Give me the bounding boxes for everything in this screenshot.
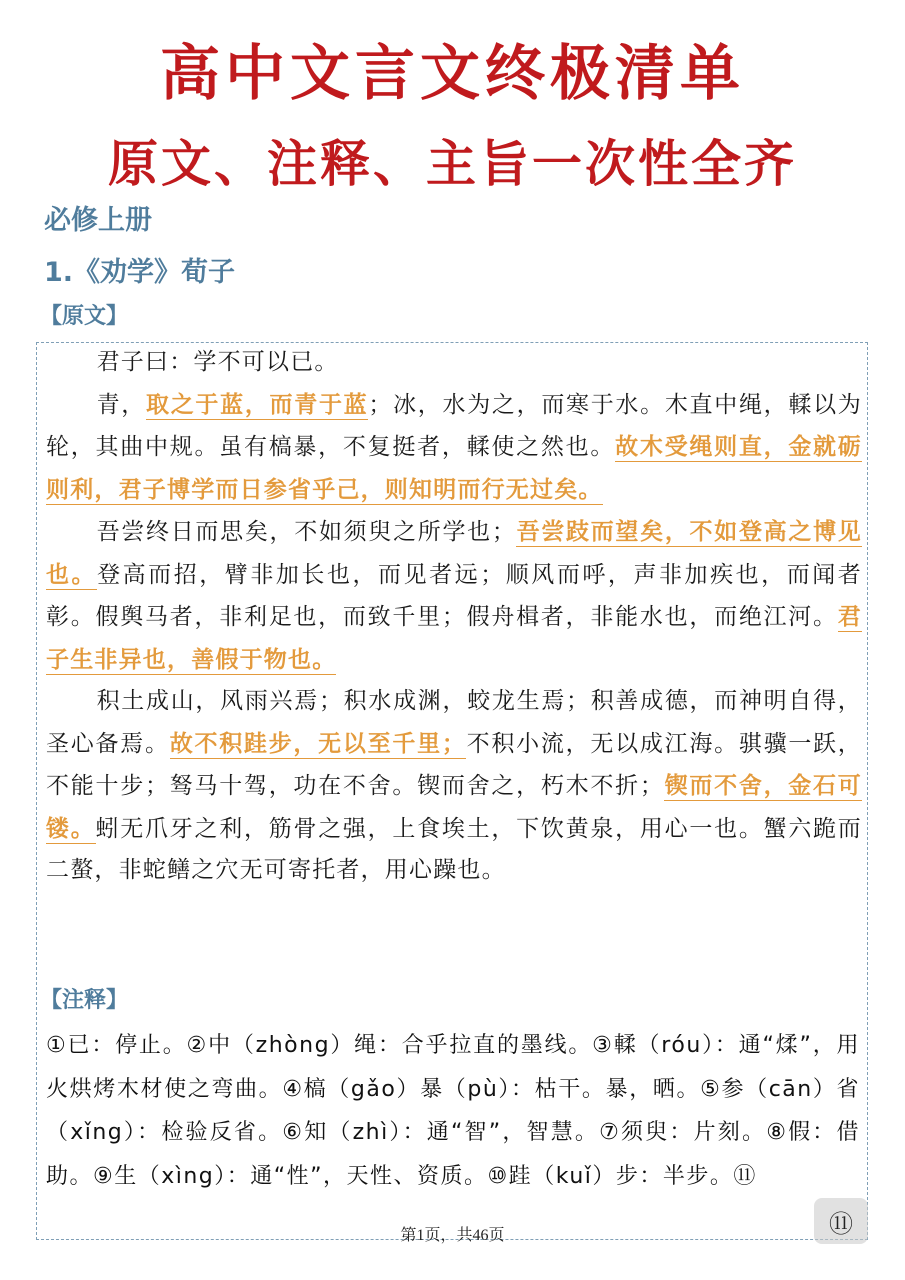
- text-segment: 青，: [96, 391, 147, 418]
- page-title: 高中文言文终极清单: [160, 39, 745, 109]
- page-number: 第1页，共46页: [400, 1227, 505, 1244]
- original-paragraph: [46, 681, 862, 892]
- notes-label: 【注释】: [40, 988, 129, 1013]
- highlighted-sentence: 故不积跬步，无以至千里；: [169, 729, 467, 757]
- highlighted-sentence: 取之于蓝，而青于蓝: [146, 390, 369, 418]
- text-segment: 君子曰：学不可以已。: [96, 349, 339, 375]
- text-segment: 积土成山，风雨兴焉；积水成渊，蛟龙生焉；积善成德，而神明自得，圣心备焉。: [46, 688, 862, 757]
- highlighted-sentence: 故木受绳则直，金就砺则利，君子博学而日参省乎己，则知明而行无过矣。: [46, 433, 863, 503]
- text-segment: ；冰，水为之，而寒于水。木直中绳，輮以为轮，其曲中规。虽有槁暴，不复挺者，輮使之然也。: [46, 391, 862, 460]
- original-paragraph: [46, 384, 862, 512]
- original-paragraph: [46, 511, 862, 681]
- highlighted-sentence: 吾尝跂而望矣，不如登高之博见也。: [46, 518, 862, 588]
- floating-page-button[interactable]: ⑪: [814, 1198, 868, 1244]
- lesson-heading: 1.《劝学》荀子: [44, 257, 236, 288]
- text-segment: 蚓无爪牙之利，筋骨之强，上食埃土，下饮黄泉，用心一也。蟹六跪而二螯，非蛇鳝之穴无可寄托者，用心躁也。: [46, 815, 863, 883]
- text-segment: 吾尝终日而思矣，不如须臾之所学也；: [96, 519, 517, 545]
- text-segment: 不积小流，无以成江海。骐骥一跃，不能十步；驽马十驾，功在不舍。锲而舍之，朽木不折；: [46, 730, 863, 799]
- section-heading: 必修上册: [44, 205, 152, 236]
- original-paragraph: [46, 342, 862, 384]
- page-subtitle: 原文、注释、主旨一次性全齐: [108, 135, 797, 193]
- highlighted-sentence: 君子生非异也，善假于物也。: [46, 603, 862, 673]
- notes-text: ①已：停止。②中（zhòng）绳：合乎拉直的墨线。③輮（róu）：通“煣”，用火烘烤木材使之弯曲。④槁（gǎo）暴（pù）：枯干。暴，晒。⑤参（cān）省（xǐng）：检验反省。⑥知（zhì）：通“智”，智慧。⑦须臾：片刻。⑧假：借助。⑨生（xìng）：通“性”，天性、资质。⑩跬（kuǐ）步：半步。⑪: [46, 1033, 860, 1189]
- original-text-label: 【原文】: [40, 304, 129, 329]
- text-segment: 登高而招，臂非加长也，而见者远；顺风而呼，声非加疾也，而闻者彰。假舆马者，非利足也，而致千里；假舟楫者，非能水也，而绝江河。: [46, 561, 863, 630]
- highlighted-sentence: 锲而不舍，金石可镂。: [46, 772, 862, 842]
- original-text: [46, 342, 862, 892]
